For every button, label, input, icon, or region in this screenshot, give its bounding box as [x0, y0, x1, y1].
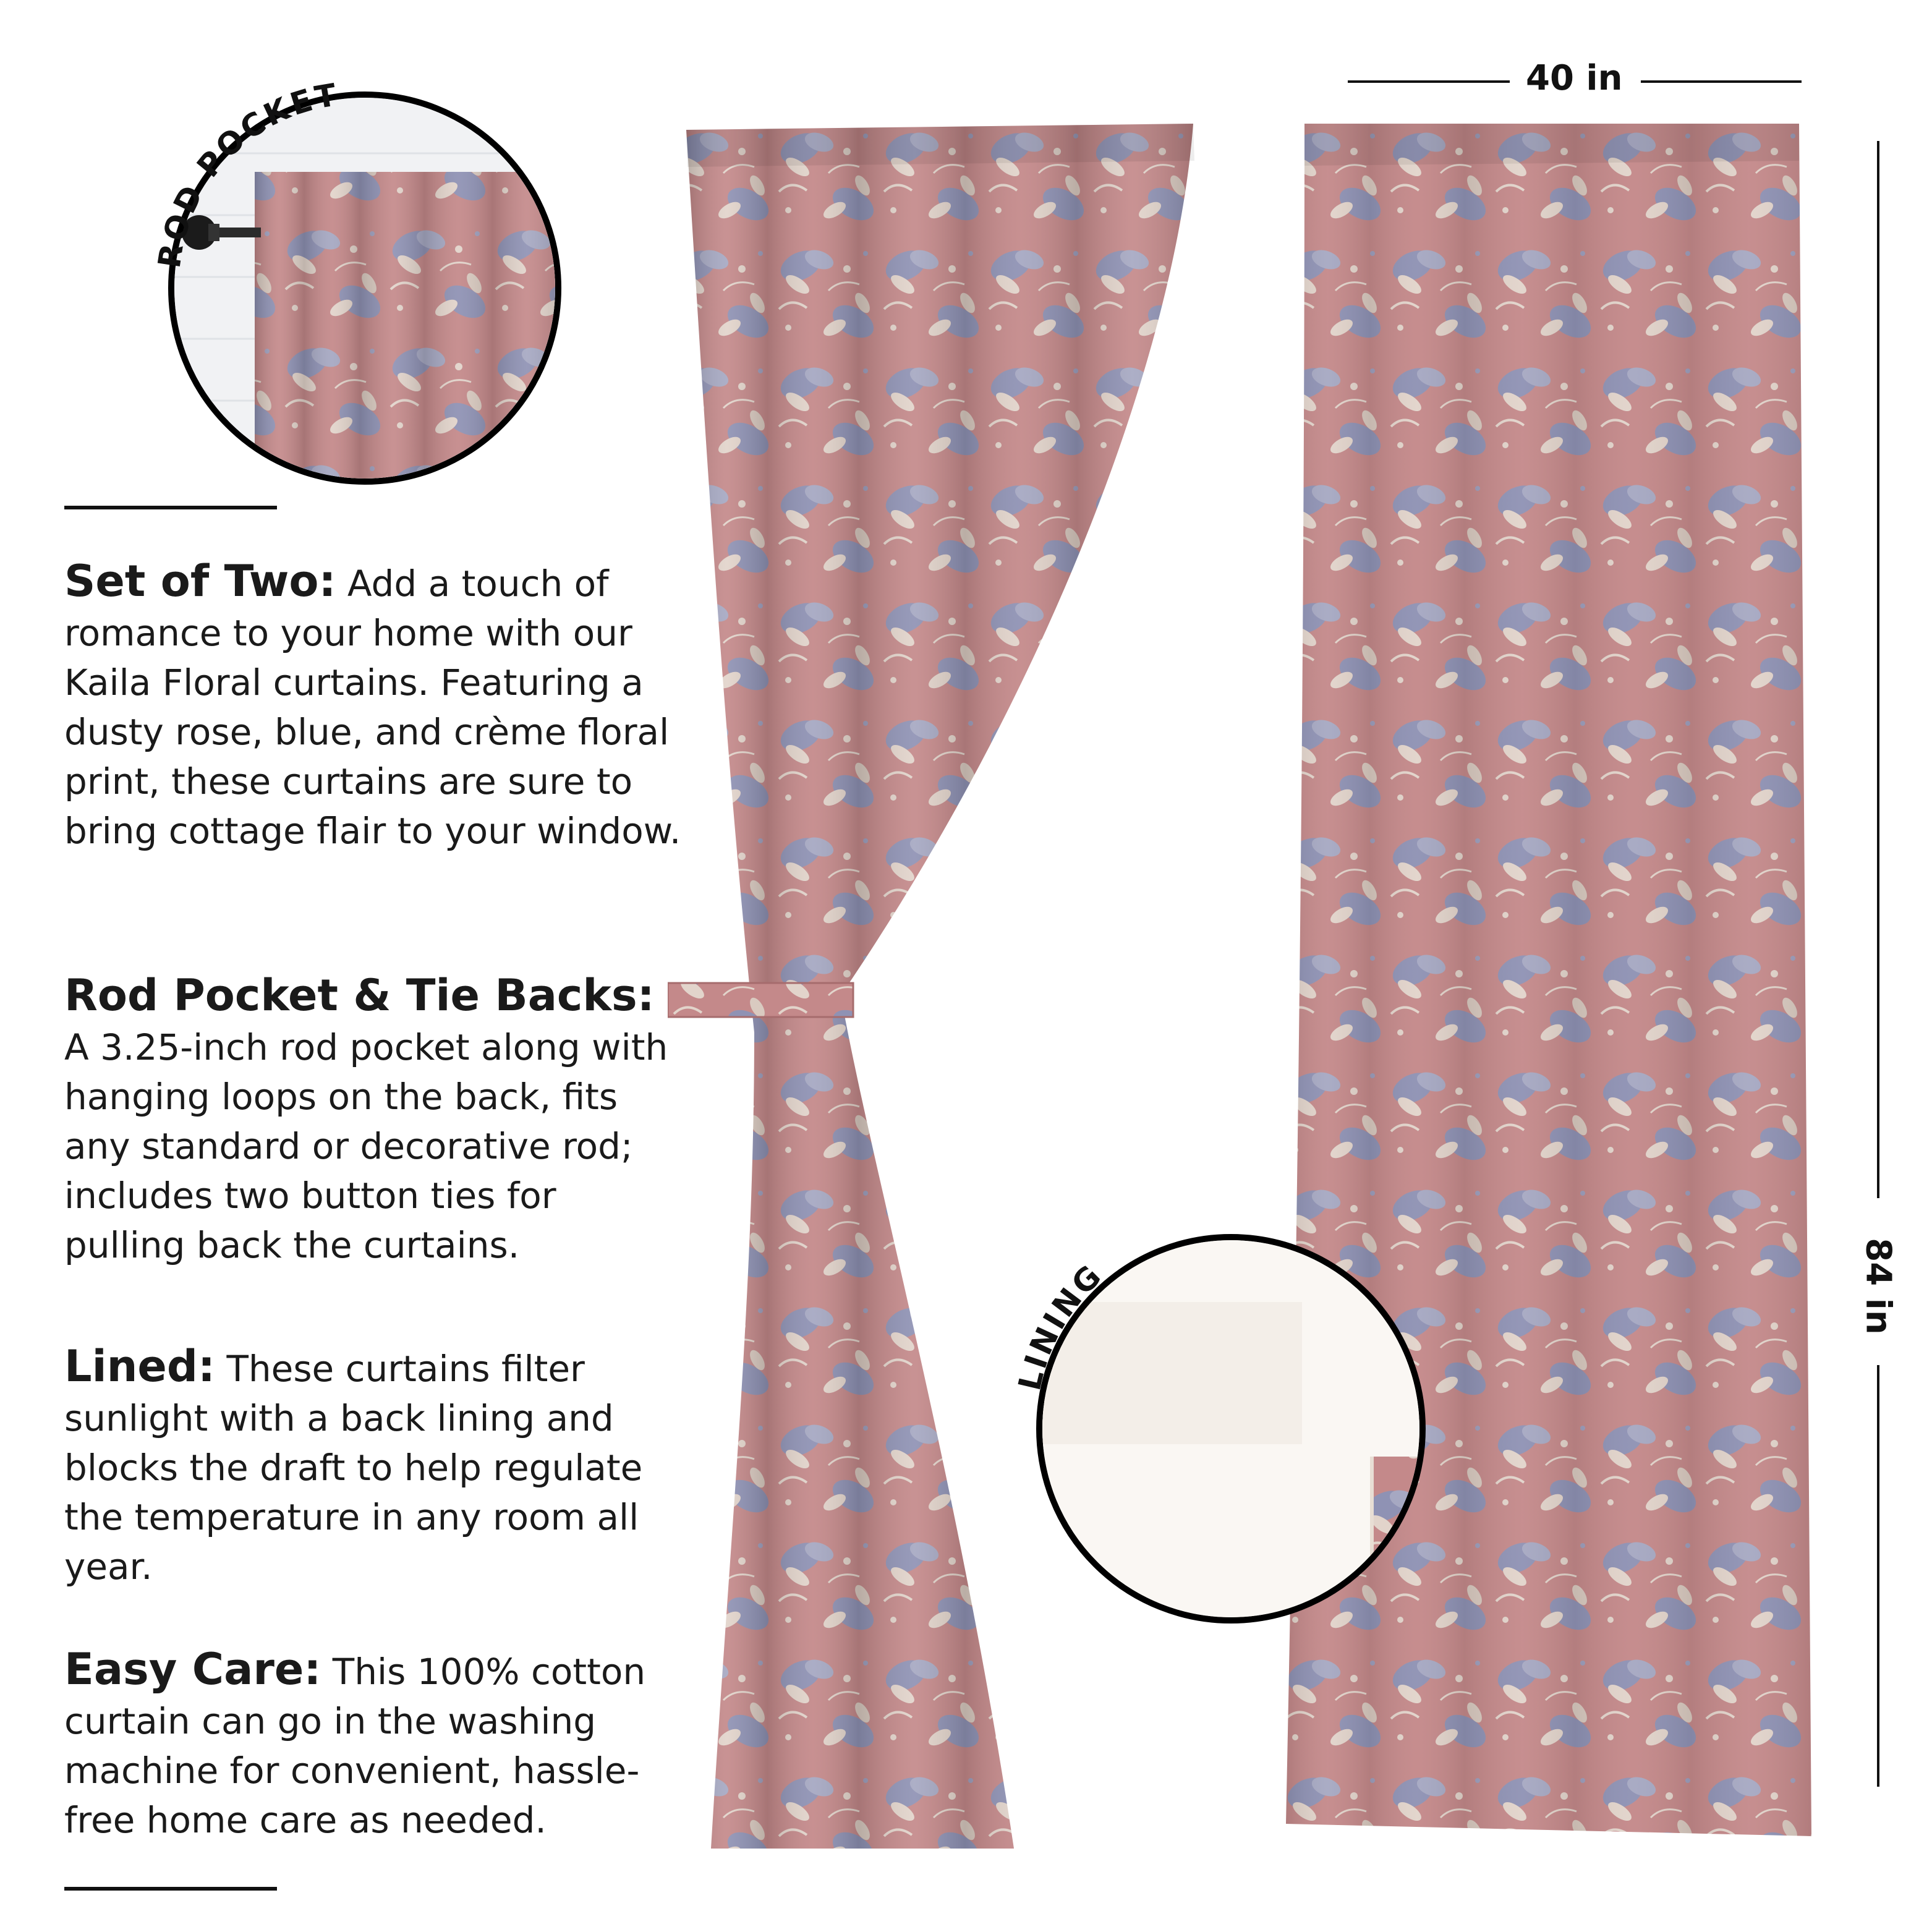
feature-body: A 3.25-inch rod pocket along with hanging loops on the back, fits any standard or decorative rod; includes two button ties for pulling back the curtains.	[64, 1026, 668, 1266]
lining-label	[977, 1175, 1484, 1682]
height-dimension-line-top	[1877, 141, 1879, 1198]
height-dimension-line-bottom	[1877, 1365, 1879, 1787]
feature-body: Add a touch of romance to your home with our Kaila Floral curtains. Featuring a dusty rose, blue, and crème floral print, these curtains are sure to bring cottage flair to your window.	[64, 563, 681, 852]
feature-easy-care	[64, 1645, 683, 1845]
svg-text:LINING: LINING	[1011, 1256, 1110, 1394]
feature-heading: Set of Two:	[64, 556, 336, 606]
feature-heading: Lined:	[64, 1341, 216, 1392]
width-dimension-line-left	[1348, 80, 1510, 83]
divider-top	[64, 506, 277, 509]
feature-lined	[64, 1342, 683, 1591]
feature-set-of-two	[64, 556, 683, 856]
tie-back-strap	[668, 983, 853, 1017]
rod-pocket-label	[105, 31, 612, 538]
height-dimension-label: 84 in	[1858, 1238, 1899, 1335]
feature-rod-pocket	[64, 971, 683, 1270]
divider-bottom	[64, 1887, 277, 1891]
svg-text:ROD POCKET: ROD POCKET	[151, 76, 342, 271]
feature-heading: Rod Pocket & Tie Backs:	[64, 970, 655, 1021]
width-dimension-label: 40 in	[1526, 58, 1623, 98]
feature-body: This 100% cotton curtain can go in the washing machine for convenient, hassle-free home care as needed.	[64, 1651, 646, 1841]
feature-body: These curtains filter sunlight with a back lining and blocks the draft to help regulate the temperature in any room all year.	[64, 1348, 643, 1588]
feature-heading: Easy Care:	[64, 1644, 321, 1695]
width-dimension-line-right	[1641, 80, 1802, 83]
